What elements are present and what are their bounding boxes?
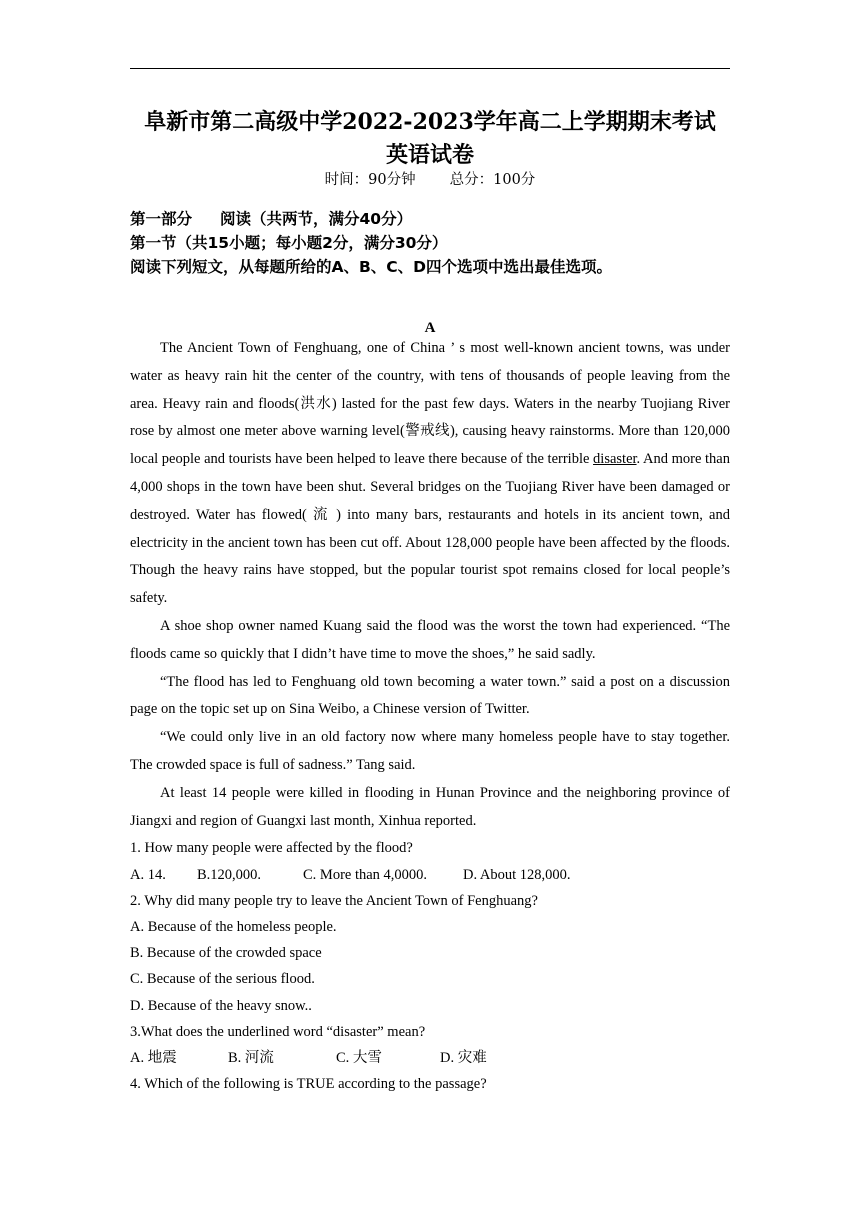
option: D. Because of the heavy snow.. <box>130 997 312 1014</box>
paragraph-4: “We could only live in an old factory now where many homeless people have to stay together. The crowded space is full of sadness.” Tang said. <box>130 729 730 773</box>
option: B. Because of the crowded space <box>130 945 322 962</box>
option: D. 灾难 <box>440 1049 487 1066</box>
underlined-word: disaster <box>593 451 637 468</box>
paragraph-3: “The flood has led to Fenghuang old town becoming a water town.” said a post on a discussion page on the topic set up on Sina Weibo, a Chinese version of Twitter. <box>130 673 730 718</box>
paragraph-2: A shoe shop owner named Kuang said the flood was the worst the town had experienced. “The floods came so quickly that I didn’t have time to move the shoes,” he said sadly. <box>130 617 730 662</box>
option: D. About 128,000. <box>463 866 571 883</box>
part-number: 第一部分 <box>130 210 193 228</box>
question-2: 2. Why did many people try to leave the Ancient Town of Fenghuang? <box>130 892 538 909</box>
header-rule <box>130 68 730 69</box>
option: B. 河流 <box>228 1049 274 1066</box>
option: B.120,000. <box>197 866 262 883</box>
exam-title: 阜新市第二高级中学2022-2023学年高二上学期期末考试 <box>144 109 716 135</box>
option: A. 14. <box>130 866 166 883</box>
option: C. More than 4,0000. <box>303 866 428 883</box>
part-heading <box>130 208 412 230</box>
option: A. Because of the homeless people. <box>130 918 337 935</box>
option: C. 大雪 <box>336 1049 382 1066</box>
option: A. 地震 <box>130 1049 177 1066</box>
option: C. Because of the serious flood. <box>130 971 315 988</box>
paragraph-5: At least 14 people were killed in flooding in Hunan Province and the neighboring province of Jiangxi and region of Guangxi last month, Xinhua reported. <box>130 784 730 829</box>
part-title: 阅读（共两节，满分40分） <box>220 210 413 228</box>
question-4: 4. Which of the following is TRUE according to the passage? <box>130 1076 487 1093</box>
instruction-text: 阅读下列短文，从每题所给的A、B、C、D四个选项中选出最佳选项。 <box>130 258 613 276</box>
section-heading: 第一节（共15小题；每小题2分，满分30分） <box>130 234 448 252</box>
passage-label: A <box>424 320 436 336</box>
paragraph-1 <box>130 335 730 613</box>
paragraph-1-text-a: The Ancient Town of Fenghuang, one of China ’ s most well-known ancient towns, was under water as heavy rain hit the center of the country, with tens of thousands of people leaving from the area. Heavy rain and floods(洪水) lasted for the past few days. Waters in the nearby Tuojiang River rose by almost one meter above warning level(警戒线), causing heavy rainstorms. More than 120,000 local people and tourists have been helped to leave there because of the terrible <box>130 340 730 468</box>
question-1: 1. How many people were affected by the flood? <box>130 840 413 857</box>
score-label: 总分：100分 <box>449 172 536 188</box>
exam-subject: 英语试卷 <box>385 142 474 168</box>
paragraph-1-text-b: . And more than 4,000 shops in the town have been shut. Several bridges on the Tuojiang River have been damaged or destroyed. Water has flowed( 流 ) into many bars, restaurants and hotels in its ancient town, and electricity in the ancient town has been cut off. About 128,000 people have been affected by the floods. Though the heavy rains have stopped, but the popular tourist spot remains closed for local people’s safety. <box>130 451 730 607</box>
passage-body <box>130 335 730 1097</box>
exam-meta <box>0 170 860 190</box>
question-3-options <box>130 1045 730 1071</box>
question-3: 3.What does the underlined word “disaster” mean? <box>130 1023 426 1040</box>
question-1-options <box>130 862 730 888</box>
time-label: 时间：90分钟 <box>324 172 416 188</box>
